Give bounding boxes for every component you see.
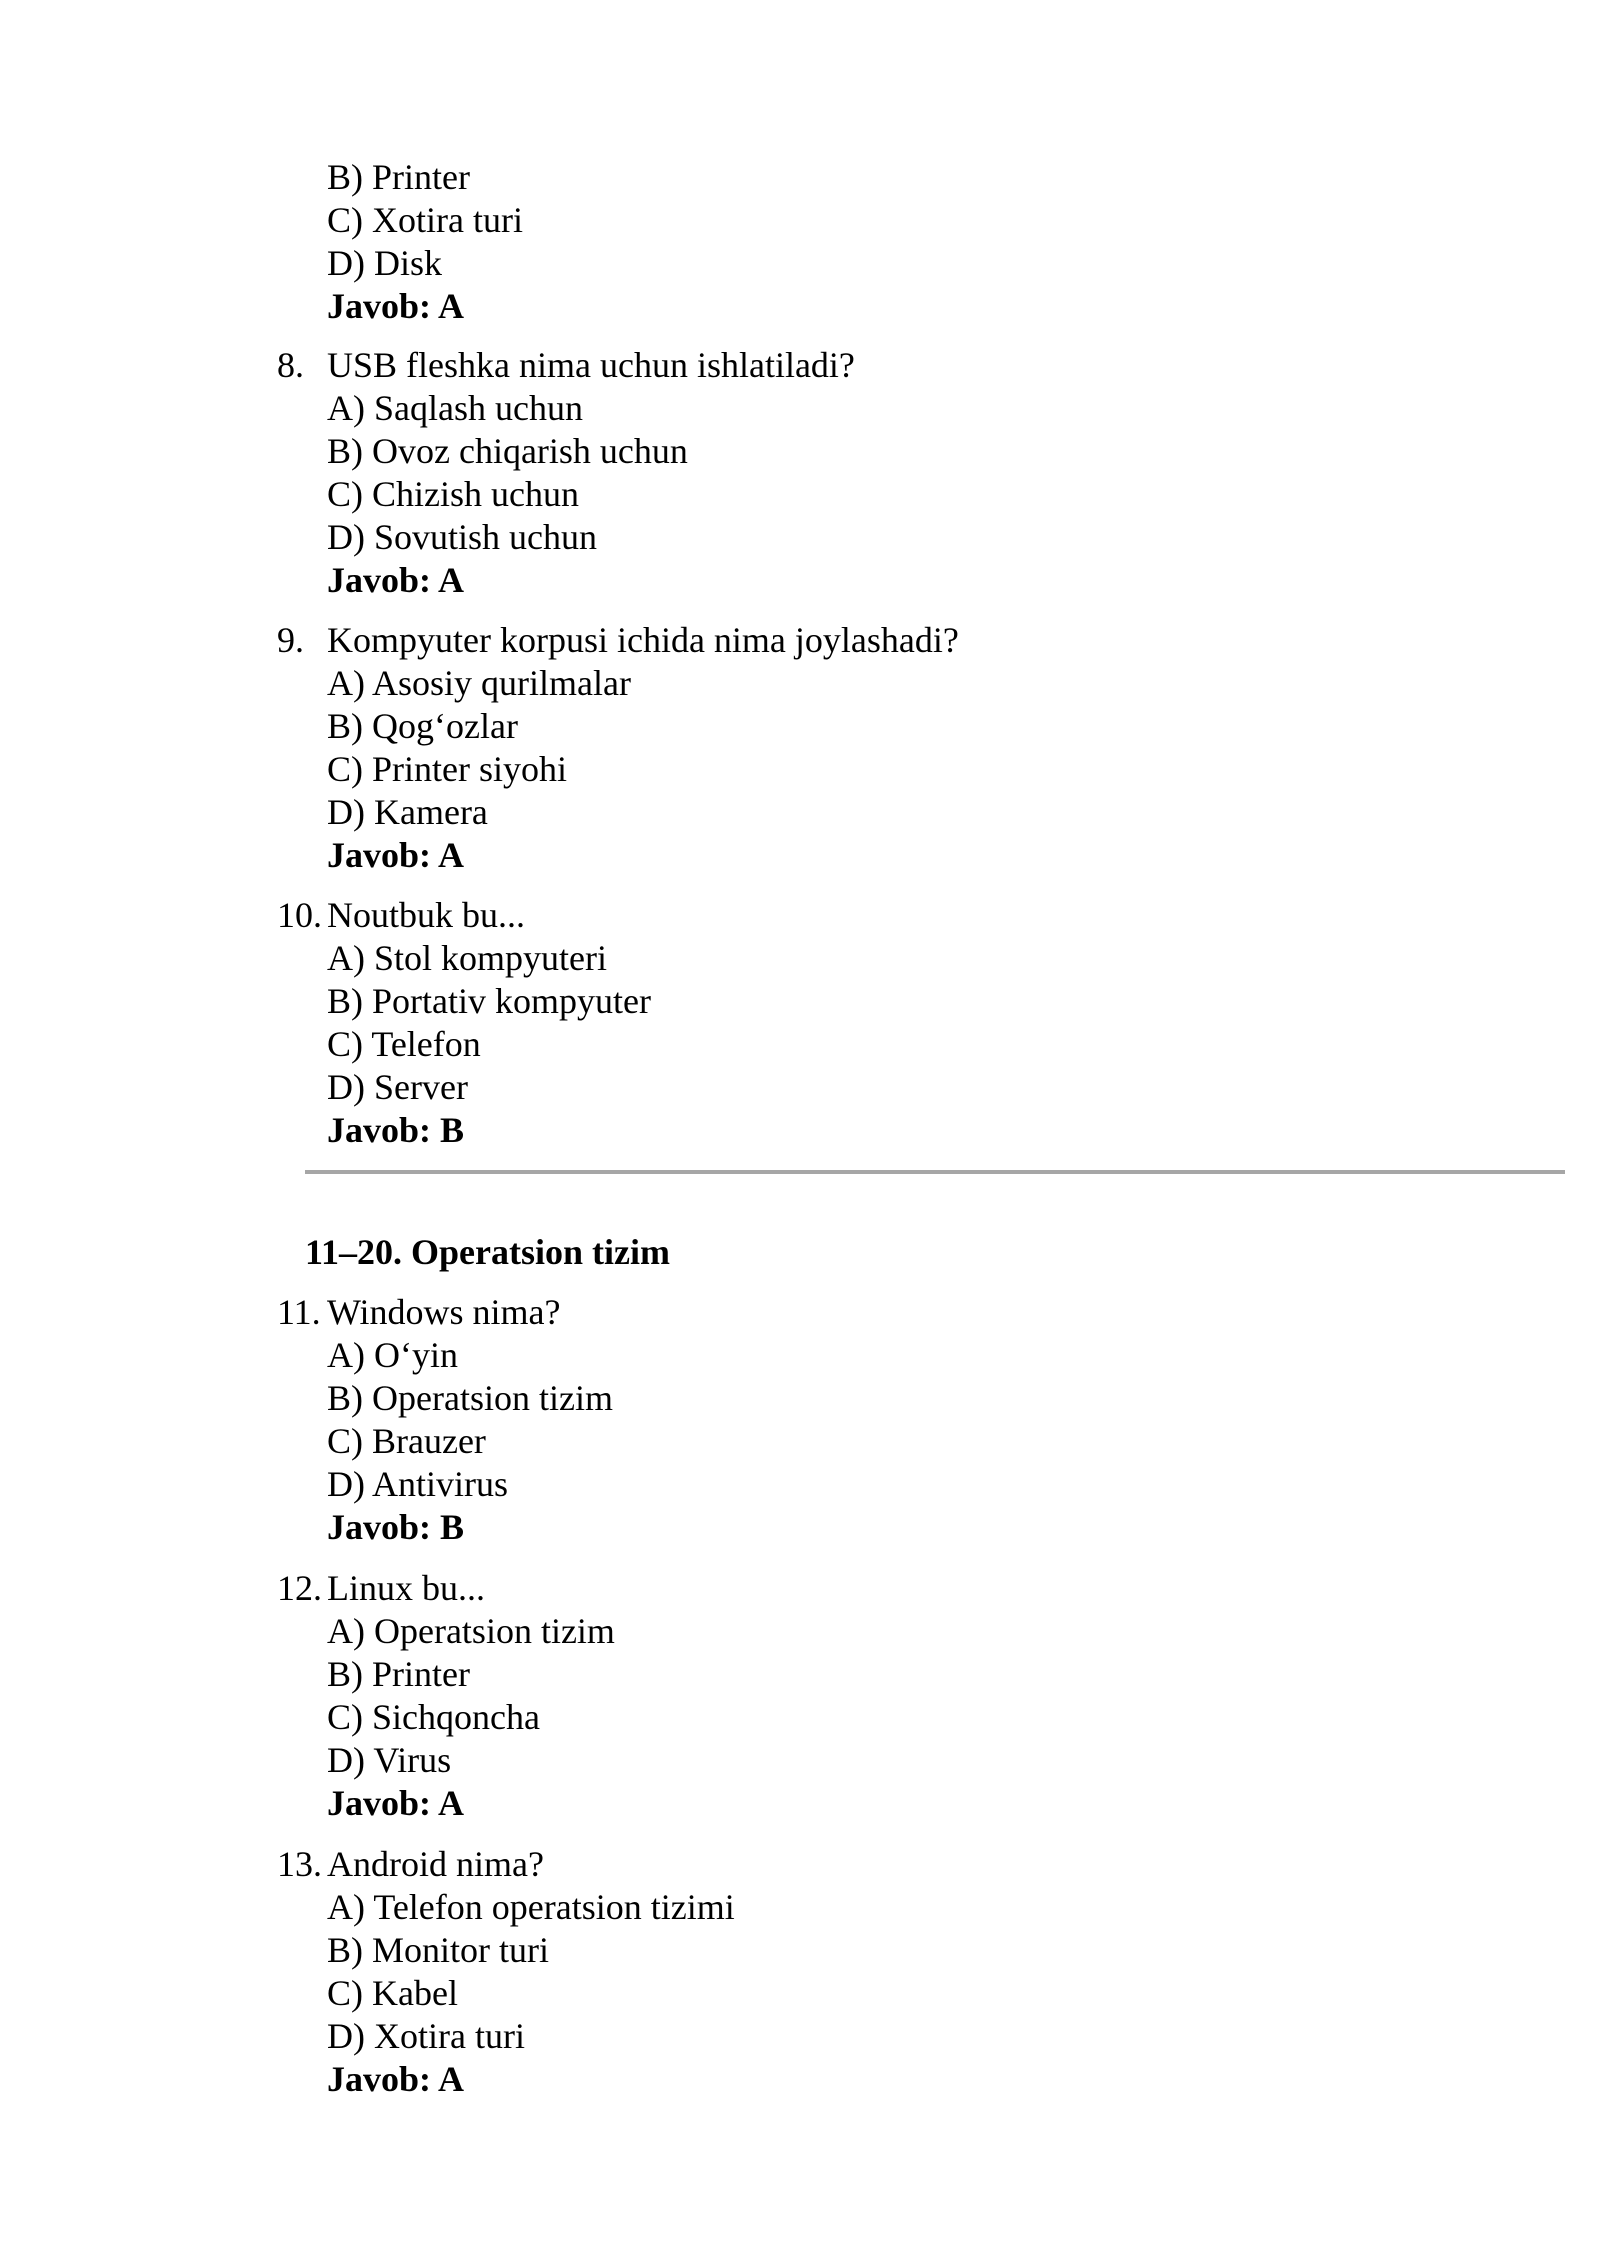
question-text: Noutbuk bu...: [327, 895, 525, 935]
option-d: D) Xotira turi: [327, 2016, 525, 2056]
question-number: 9.: [277, 620, 304, 660]
option-c: C) Telefon: [327, 1024, 481, 1064]
option-c: C) Xotira turi: [327, 200, 523, 240]
option-b: B) Operatsion tizim: [327, 1378, 613, 1418]
option-b: B) Portativ kompyuter: [327, 981, 651, 1021]
option-a: A) Stol kompyuteri: [327, 938, 607, 978]
answer-line: Javob: A: [327, 286, 465, 326]
option-a: A) Saqlash uchun: [327, 388, 583, 428]
option-d: D) Server: [327, 1067, 468, 1107]
question-number: 12.: [277, 1568, 322, 1608]
option-b: B) Qog‘ozlar: [327, 706, 518, 746]
option-b: B) Printer: [327, 1654, 470, 1694]
option-a: A) O‘yin: [327, 1335, 458, 1375]
option-a: A) Telefon operatsion tizimi: [327, 1887, 735, 1927]
option-c: C) Printer siyohi: [327, 749, 567, 789]
question-number: 8.: [277, 345, 304, 385]
question-text: Linux bu...: [327, 1568, 485, 1608]
option-c: C) Kabel: [327, 1973, 458, 2013]
question-number: 11.: [277, 1292, 321, 1332]
question-number: 13.: [277, 1844, 322, 1884]
option-d: D) Antivirus: [327, 1464, 509, 1504]
option-d: D) Virus: [327, 1740, 452, 1780]
question-number: 10.: [277, 895, 322, 935]
answer-line: Javob: A: [327, 1783, 465, 1823]
option-d: D) Sovutish uchun: [327, 517, 597, 557]
question-text: Windows nima?: [327, 1292, 561, 1332]
answer-line: Javob: B: [327, 1507, 465, 1547]
question-text: USB fleshka nima uchun ishlatiladi?: [327, 345, 855, 385]
option-a: A) Asosiy qurilmalar: [327, 663, 631, 703]
option-a: A) Operatsion tizim: [327, 1611, 615, 1651]
answer-line: Javob: B: [327, 1110, 465, 1150]
option-c: C) Chizish uchun: [327, 474, 579, 514]
section-divider: [305, 1170, 1565, 1174]
option-b: B) Monitor turi: [327, 1930, 549, 1970]
answer-line: Javob: A: [327, 560, 465, 600]
answer-line: Javob: A: [327, 2059, 465, 2099]
option-c: C) Sichqoncha: [327, 1697, 540, 1737]
question-text: Android nima?: [327, 1844, 544, 1884]
section-heading: 11–20. Operatsion tizim: [305, 1232, 670, 1272]
option-b: B) Ovoz chiqarish uchun: [327, 431, 688, 471]
option-c: C) Brauzer: [327, 1421, 486, 1461]
option-d: D) Kamera: [327, 792, 488, 832]
answer-line: Javob: A: [327, 835, 465, 875]
option-b: B) Printer: [327, 157, 470, 197]
question-text: Kompyuter korpusi ichida nima joylashadi?: [327, 620, 959, 660]
option-d: D) Disk: [327, 243, 442, 283]
